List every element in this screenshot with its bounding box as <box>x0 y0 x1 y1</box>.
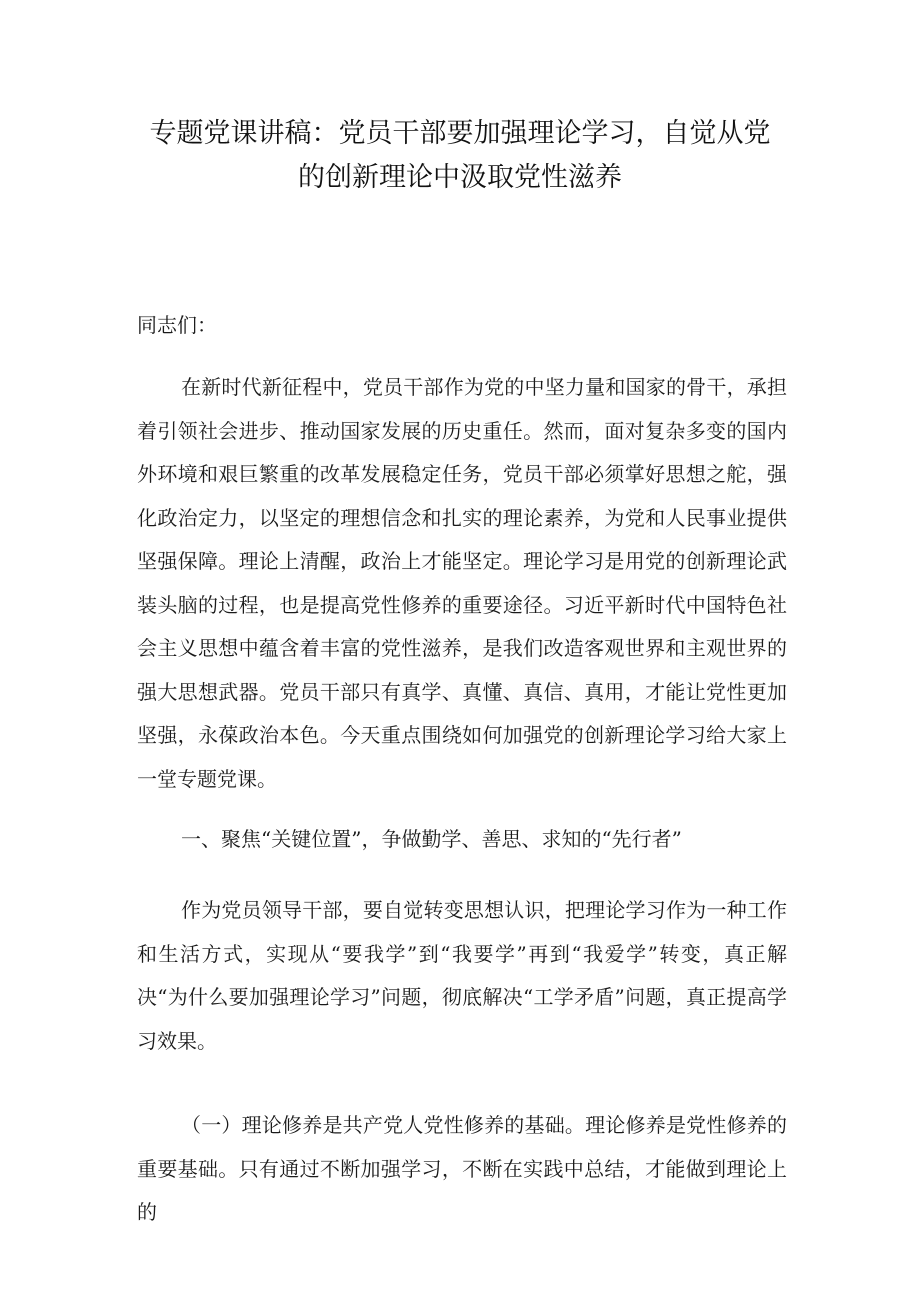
title-line-2: 的创新理论中汲取党性滋养 <box>298 162 622 193</box>
document-title <box>120 112 800 200</box>
paragraph-intro: 在新时代新征程中，党员干部作为党的中坚力量和国家的骨干，承担着引领社会进步、推动国家发展的历史重任。然而，面对复杂多变的国内外环境和艰巨繁重的改革发展稳定任务，党员干部必须掌好思想之舵，强化政治定力，以坚定的理想信念和扎实的理论素养，为党和人民事业提供坚强保障。理论上清醒，政治上才能坚定。理论学习是用党的创新理论武装头脑的过程，也是提高党性修养的重要途径。习近平新时代中国特色社会主义思想中蕴含着丰富的党性滋养，是我们改造客观世界和主观世界的强大思想武器。党员干部只有真学、真懂、真信、真用，才能让党性更加坚强，永葆政治本色。今天重点围绕如何加强党的创新理论学习给大家上一堂专题党课。 <box>137 375 787 791</box>
title-line-1: 专题党课讲稿：党员干部要加强理论学习，自觉从党 <box>149 118 771 149</box>
paragraph-section-1: 作为党员领导干部，要自觉转变思想认识，把理论学习作为一种工作和生活方式，实现从“要我学”到“我要学”再到“我爱学”转变，真正解决“为什么要加强理论学习”问题，彻底解决“工学矛盾”问题，真正提高学习效果。 <box>137 898 787 1053</box>
salutation: 同志们： <box>137 313 217 337</box>
section-heading-1: 一、聚焦“关键位置”，争做勤学、善思、求知的“先行者” <box>181 827 682 851</box>
paragraph-subsection-1: （一）理论修养是共产党人党性修养的基础。理论修养是党性修养的重要基础。只有通过不断加强学习，不断在实践中总结，才能做到理论上的 <box>137 1113 787 1224</box>
